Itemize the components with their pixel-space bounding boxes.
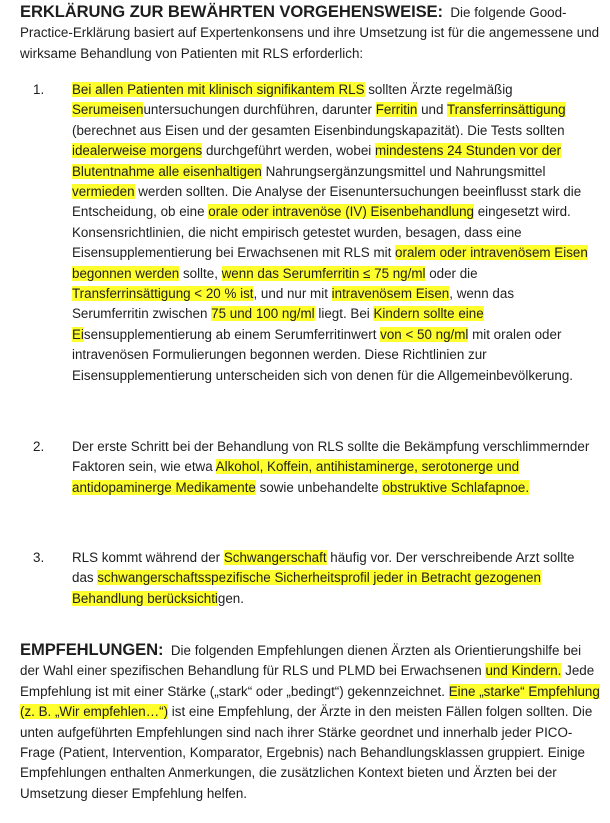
highlighted-text: mindestens 24 Stunden vor der Blutentnahme alle eisenhaltigen [72, 143, 562, 179]
item-number: 2. [33, 439, 45, 454]
item-text [72, 80, 593, 386]
text-segment: , wenn das Serumferritin zwischen [72, 286, 515, 322]
item-number: 1. [33, 82, 45, 97]
recommendations-text [20, 643, 600, 801]
highlighted-text: und Kindern. [485, 663, 562, 679]
text-segment: liegt. Bei [314, 306, 374, 322]
highlighted-text: Bei allen Patienten mit klinisch signifikantem RLS [72, 82, 365, 97]
highlighted-text: Kindern sollte eine Ei [72, 306, 484, 342]
highlighted-text: schwangerschaftsspezifische Sicherheitsprofil jeder in Betracht gezogenen Behandlung berücksichti [72, 570, 541, 606]
highlighted-text: oralem oder intravenösem Eisen begonnen werden [72, 245, 588, 281]
recommendations-section [20, 640, 602, 804]
text-segment: gen. [217, 590, 244, 606]
highlighted-text: Serumeisen [72, 102, 144, 118]
highlighted-text: obstruktive Schlafapnoe. [382, 479, 530, 495]
text-segment: oder die [425, 265, 478, 281]
text-segment: sollte, [179, 265, 222, 281]
text-segment: sensupplementierung ab einem Serumferritinwert [83, 326, 381, 342]
text-segment: (berechnet aus Eisen und der gesamten Eisenbindungskapazität). Die Tests sollten [72, 122, 565, 138]
highlighted-text: Schwangerschaft [223, 550, 327, 565]
text-segment: , und nur mit [253, 286, 332, 302]
text-segment: untersuchungen durchführen, darunter [143, 102, 376, 118]
text-segment: eingesetzt wird. Konsensrichtlinien, die nicht empirisch getestet wurden, besagen, dass eine Eisensupplementierung bei Erwachsenen mit RLS mit [72, 204, 571, 261]
highlighted-text: Ferritin [375, 102, 418, 118]
text-segment: werden sollten. Die Analyse der Eisenuntersuchungen beeinflusst stark die Entscheidung, ob eine [72, 184, 582, 220]
highlighted-text: Transferrinsättigung [446, 102, 566, 118]
text-segment: Nahrungsergänzungsmittel und Nahrungsmittel [261, 163, 546, 179]
recommendations-heading: EMPFEHLUNGEN: [20, 640, 164, 659]
text-segment: Die folgenden Empfehlungen dienen Ärzten als Orientierungshilfe bei der Wahl einer spezifischen Behandlung für RLS und PLMD bei Erwachsenen [20, 643, 582, 679]
highlighted-text: 75 und 100 ng/ml [211, 306, 315, 322]
highlighted-text: wenn das Serumferritin ≤ 75 ng/ml [221, 265, 426, 281]
highlighted-text: vermieden [72, 184, 135, 200]
highlighted-text: Alkohol, Koffein, antihistaminerge, serotonerge und antidopaminerge Medikamente [72, 459, 520, 495]
item-text [72, 437, 593, 498]
item-text [72, 548, 593, 609]
text-segment: ist eine Empfehlung, der Ärzte in den meisten Fällen folgen sollten. Die unten aufgeführten Empfehlungen sind nach ihrer Stärke geordnet und innerhalb jeder PICO-Frage (Patient, Intervention, Komparator, Ergebnis) nach Behandlungsklassen gruppiert. Einige Empfehlungen enthalten Anmerkungen, die zusätzlichen Kontext bieten und Ärzten bei der Umsetzung dieser Empfehlung helfen. [20, 704, 593, 801]
text-segment: sollten Ärzte regelmäßig [364, 82, 513, 97]
text-segment: häufig vor. Der verschreibende Arzt sollte das [72, 550, 575, 586]
text-segment: RLS kommt während der [72, 550, 224, 565]
text-segment: durchgeführt werden, wobei [202, 143, 375, 159]
good-practice-statement [20, 2, 602, 64]
highlighted-text: intravenösem Eisen [331, 286, 450, 302]
good-practice-intro: Die folgende Good-Practice-Erklärung basiert auf Expertenkonsens und ihre Umsetzung ist für die angemessene und wirksame Behandlung von Patienten mit RLS erforderlich: [20, 5, 600, 61]
text-segment: mit oralen oder intravenösen Formulierungen begonnen werden. Diese Richtlinien zur Eisensupplementierung unterscheiden sich von denen für die Allgemeinbevölkerung. [72, 326, 573, 383]
text-segment: und [417, 102, 447, 118]
item-number: 3. [33, 550, 45, 565]
highlighted-text: idealerweise morgens [72, 143, 203, 159]
highlighted-text: von < 50 ng/ml [380, 326, 469, 342]
highlighted-text: orale oder intravenöse (IV) Eisenbehandlung [208, 204, 475, 220]
highlighted-text: Eine „starke“ Empfehlung (z. B. „Wir empfehlen…“) [20, 683, 600, 720]
text-segment: sowie unbehandelte [255, 479, 383, 495]
text-segment: Jede Empfehlung ist mit einer Stärke („stark“ oder „bedingt“) gekennzeichnet. [20, 663, 595, 699]
highlighted-text: Transferrinsättigung < 20 % ist [72, 286, 254, 302]
text-segment: Der erste Schritt bei der Behandlung von RLS sollte die Bekämpfung verschlimmernder Faktoren sein, wie etwa [72, 439, 590, 475]
good-practice-heading: ERKLÄRUNG ZUR BEWÄHRTEN VORGEHENSWEISE: [20, 2, 443, 21]
